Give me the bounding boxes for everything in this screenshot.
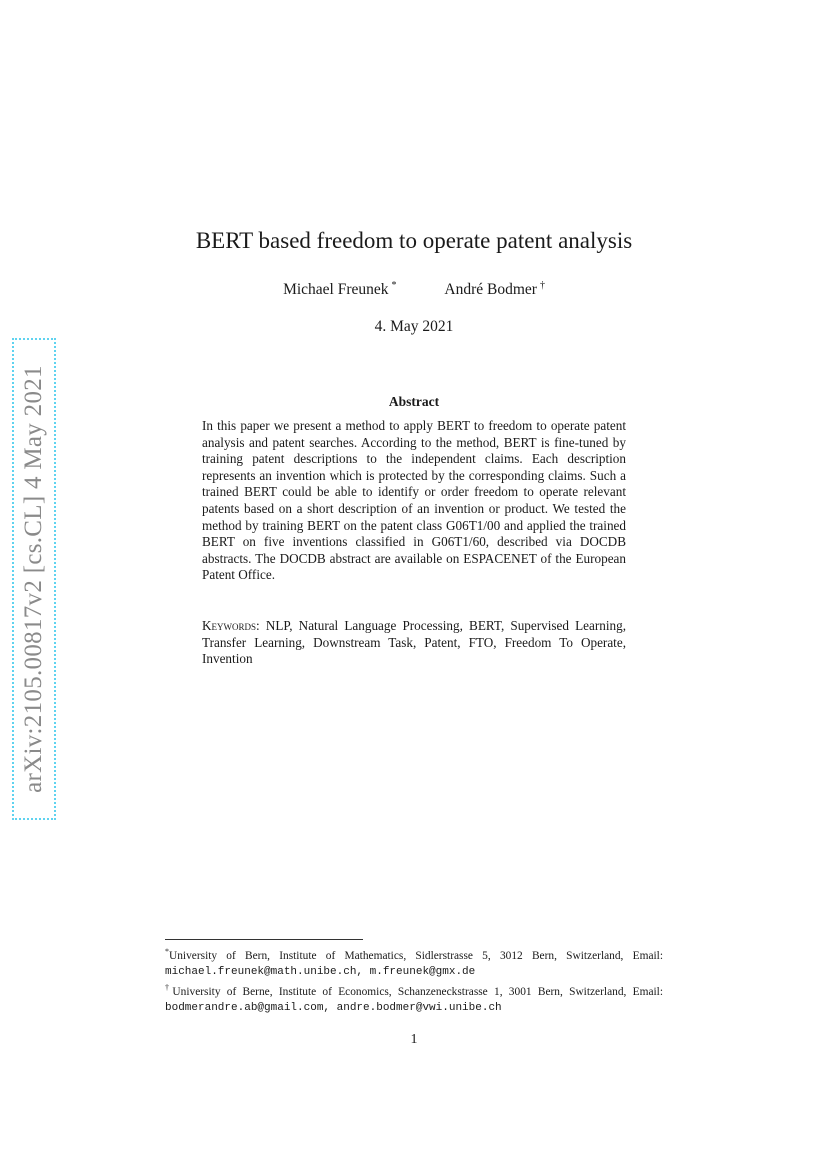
- author-1: [283, 280, 396, 299]
- paper-title: BERT based freedom to operate patent analysis: [195, 228, 633, 253]
- author-2: [444, 280, 545, 299]
- abstract-text: In this paper we present a method to apply BERT to freedom to operate patent analysis and patent searches. According to the method, BERT is fine-tuned by training patent descriptions to the independent claims. Each description represents an invention which is protected by the corresponding claims. Such a trained BERT could be able to identify or order freedom to operate relevant patents based on a short description of an invention or product. We tested the method by training BERT on the patent class G06T1/00 and applied the trained BERT on five inventions classified in G06T1/60, described via DOCDB abstracts. The DOCDB abstract are available on ESPACENET of the European Patent Office.: [202, 418, 626, 583]
- arxiv-identifier-stamp: [12, 338, 56, 820]
- keywords-paragraph: [202, 618, 626, 668]
- author-1-footnote-mark[interactable]: *: [391, 280, 397, 291]
- author-list: [0, 280, 828, 299]
- footnote-2-emails[interactable]: bodmerandre.ab@gmail.com, andre.bodmer@vwi.unibe.ch: [165, 1001, 502, 1014]
- paper-date: 4. May 2021: [374, 318, 454, 335]
- keywords-text: NLP, Natural Language Processing, BERT, Supervised Learning, Transfer Learning, Downstream Task, Patent, FTO, Freedom To Operate, Invention: [202, 618, 626, 667]
- footnote-2-text: University of Berne, Institute of Economics, Schanzeneckstrasse 1, 3001 Bern, Switzerland, Email:: [172, 985, 663, 998]
- abstract-heading: Abstract: [388, 394, 440, 409]
- footnotes: [165, 944, 663, 1016]
- keywords-label: Keywords:: [202, 618, 260, 633]
- footnote-2: [165, 980, 663, 1016]
- footnote-1-mark: *: [165, 947, 169, 956]
- author-2-footnote-mark[interactable]: †: [539, 280, 545, 291]
- footnote-1-text: University of Bern, Institute of Mathematics, Sidlerstrasse 5, 3012 Bern, Switzerland, Email:: [169, 949, 663, 962]
- footnote-1: [165, 944, 663, 980]
- footnote-divider: [165, 939, 363, 940]
- page-number: 1: [410, 1032, 418, 1047]
- arxiv-identifier-text: arXiv:2105.00817v2 [cs.CL] 4 May 2021: [20, 365, 47, 793]
- author-1-name: Michael Freunek: [283, 281, 389, 299]
- footnote-1-emails[interactable]: michael.freunek@math.unibe.ch, m.freunek@gmx.de: [165, 965, 476, 978]
- author-2-name: André Bodmer: [444, 281, 537, 299]
- footnote-2-mark: †: [165, 982, 173, 992]
